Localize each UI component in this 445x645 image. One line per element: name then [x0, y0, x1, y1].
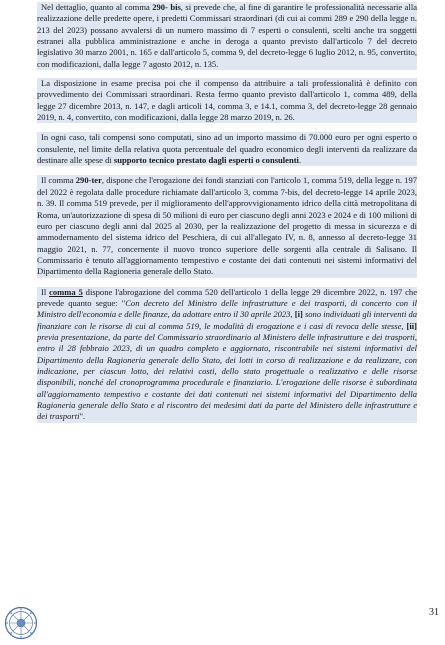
paragraph	[37, 132, 417, 166]
document-body	[37, 2, 417, 432]
page-number: 31	[429, 607, 439, 618]
paragraph	[37, 2, 417, 70]
text-run: In ogni caso, tali compensi sono computati, sino ad un importo massimo di 70.000 euro per ogni esperto o consulente, nel limite della relativa quota percentuale del quadro economico degli interventi da realizzare da destinare alle spese di	[37, 132, 417, 166]
text-run: [i]	[294, 309, 303, 320]
text-run: , si prevede che, al fine di garantire le professionalità necessarie alla realizzazione delle predette opere, i predetti Commissari straordinari (di cui ai commi 289 e 290 della legge n. 213 del 2023) possano avvalersi di un numero massimo di 7 esperti o consulenti, scelti anche tra soggetti estranei alla pubblica amministrazione e anche in deroga a quanto previsto dall'articolo 7 del decreto legislativo 30 marzo 2001, n. 165 e dall'articolo 5, comma 9, del decreto-legge 6 luglio 2012, n. 95, convertito, con modificazioni, dalla legge 7 agosto 2012, n. 135.	[37, 2, 418, 69]
paragraph	[37, 78, 417, 123]
text-run: Il	[41, 286, 50, 297]
text-run: previa presentazione, da parte del Commissario straordinario al Ministero delle infrastrutture e dei trasporti, entro il 28 febbraio 2023, di un quadro completo e aggiornato, riscontrabile nei sistemi informativi del Dipartimento della Ragioneria generale dello Stato, dei lotti in corso di realizzazione e da realizzare, con indicazione, per ciascun lotto, dei relativi costi, dello stato progettuale o realizzativo e delle risorse disponibili, nonché del cronoprogramma procedurale e finanziario. L'erogazione delle risorse è subordinata all'aggiornamento tempestivo e costante dei dati contenuti nei sistemi informativi del Dipartimento della Ragioneria generale dello Stato e al riscontro dei medesimi dati da parte del Ministero delle infrastrutture e dei trasporti	[37, 331, 417, 422]
text-run: Con decreto del Ministro delle infrastrutture e dei trasporti, di concerto con il Ministro dell'economia e delle finanze, da adottare entro il 30 aprile 2023,	[37, 297, 418, 320]
text-run: Nel dettaglio, quanto al comma	[41, 2, 153, 12]
text-run: Il comma	[41, 175, 76, 186]
text-run: 290- bis	[152, 2, 181, 12]
text-run: ".	[79, 411, 86, 422]
text-run: dispone l'abrogazione del comma 520 dell'articolo 1 della legge 29 dicembre 2022, n. 197 che prevede quanto segue: "	[37, 286, 417, 308]
text-run: sono individuati gli interventi da finanziare con le risorse di cui al comma 519, le modalità di erogazione e i casi di revoca delle stesse,	[37, 309, 417, 331]
chamber-seal-icon	[4, 606, 38, 640]
text-run: .	[298, 155, 302, 166]
text-run: La disposizione in esame precisa poi che il compenso da attribuire a tali professionalità è definito con provvedimento dei Commissari straordinari. Resta fermo quanto previsto dall'articolo 1, comma 489, della legge 27 dicembre 2013, n. 147, e dagli articoli 14, comma 3, e 14.1, comma 3, del decreto-legge 28 gennaio 2019, n. 4, convertito, con modificazioni, dalla legge 28 marzo 2019, n. 26.	[37, 78, 417, 123]
paragraph	[37, 175, 417, 277]
text-run: supporto tecnico prestato dagli esperti o consulenti	[113, 155, 299, 166]
text-run: comma 5	[49, 286, 83, 297]
text-run: [ii]	[406, 320, 417, 331]
text-run: , dispone che l'erogazione dei fondi stanziati con l'articolo 1, comma 519, della legge n. 197 del 2022 è regolata dalle procedure richiamate dall'articolo 3, comma 7-bis, del decreto-legge 14 aprile 2023, n. 39. Il comma 519 prevede, per il miglioramento dell'approvvigionamento idrico della città metropolitana di Roma, un'autorizzazione di spesa di 50 milioni di euro per ciascuno degli anni 2023 e 2024 e di 100 milioni di euro per ciascuno degli anni dal 2025 al 2030, per la realizzazione del progetto di messa in sicurezza e di ammodernamento del sistema idrico del Peschiera, di cui all'allegato IV, n. 8, annesso al decreto-legge 31 maggio 2021, n. 77, concernente il nuovo tronco superiore delle sorgenti alla centrale di Salisano. Il Commissario è tenuto all'aggiornamento tempestivo e costante dei dati contenuti nei sistemi informativi del Dipartimento della Ragioneria generale dello Stato.	[37, 175, 418, 277]
text-run: 290-ter	[75, 175, 102, 186]
paragraph	[37, 287, 417, 423]
